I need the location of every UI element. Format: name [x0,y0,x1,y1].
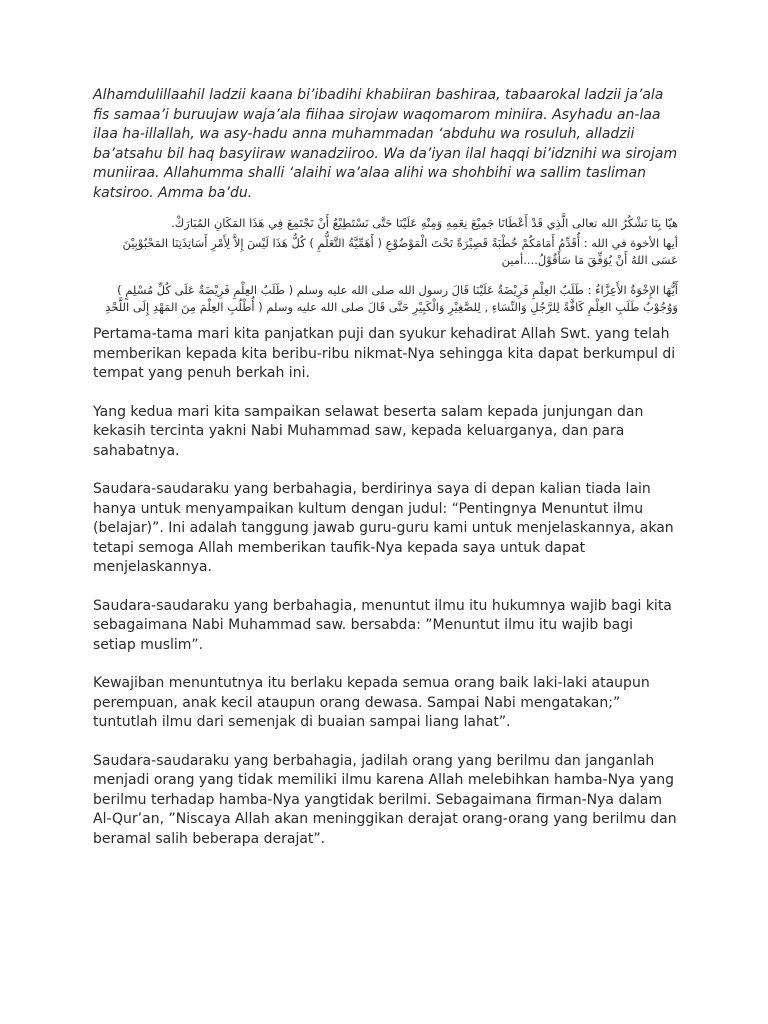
arabic-paragraph: أَيُّهَا الإِخْوَةُ الأَعِزَّاءُ : طَلَبُ العِلْمِ فَرِيْضَةٌ عَلَيْنَا قَالَ رسول الله صلى الله عليه وسلم ( طَلَبُ العِلْمِ فَرِيْضَةٌ عَلَى كُلِّ مُسْلِمٍ ) وَوُجُوْبُ طَلَبِ العِلْمِ كَافَّةً لِلرَّجُلِ وَالنِّسَاءِ , لِلصَّغِيْرِ وَالْكَبِيْرِ حَتَّى قَالَ صلى الله عليه وسلم ( أُطْلُبِ العِلْمَ مِنَ المَهْدِ إِلَى اللَّحْدِ [105,283,678,314]
body-paragraph: Saudara-saudaraku yang berbahagia, jadilah orang yang berilmu dan janganlah menjadi orang yang tidak memiliki ilmu karena Allah melebihkan hamba-Nya yang berilmu terhadap hamba-Nya yangtidak berilmi. Sebagaimana firman-Nya dalam Al-Qur’an, ”Niscaya Allah akan meninggikan derajat orang-orang yang berilmu dan beramal salih beberapa derajat”. [93,752,677,847]
arabic-paragraph: أيها الأخوة في الله : أُقَدِّمُ أَمَامَكُمْ خُطْبَةً قَصِيْرَةً تَحْتَ الْمَوْضُوْعِ ( أَهَمِّيَّةُ التَّعَلُّمِ ) كُلُّ هَذَا لَيْسَ إِلاَّ لِأَمْرِ أَسَاتِذَتِنَا المَحْبُوْبِيْنَ عَسَى اللهُ أَنْ يُوَفِّقَ مَا سَأَقُوْلُ....أمين [122,236,678,267]
body-paragraph: Kewajiban menuntutnya itu berlaku kepada semua orang baik laki-laki ataupun perempuan, anak kecil ataupun orang dewasa. Sampai Nabi mengatakan;” tuntutlah ilmu dari semenjak di buaian sampai liang lahat”. [93,675,650,730]
document-page [93,86,678,849]
opening-prayer: Alhamdulillaahil ladzii kaana bi’ibadihi khabiiran bashiraa, tabaarokal ladzii ja’ala fis samaa’i buruujaw waja’ala fiihaa sirojaw waqomarom miniira. Asyhadu an-laa ilaa ha-illallah, wa asy-hadu anna muhammadan ‘abduhu wa rosuluh, alladzii ba’atsahu bil haq basyiiraw wanadziiroo. Wa da’iyan ilal haqqi bi’idznihi wa sirojam muniiraa. Allahumma shalli ‘alaihi wa’alaa alihi wa shohbihi wa sallim tasliman katsiroo. Amma ba’du. [93,87,678,201]
body-paragraph: Pertama-tama mari kita panjatkan puji dan syukur kehadirat Allah Swt. yang telah memberikan kepada kita beribu-ribu nikmat-Nya sehingga kita dapat berkumpul di tempat yang penuh berkah ini. [93,326,676,381]
body-paragraph: Yang kedua mari kita sampaikan selawat beserta salam kepada junjungan dan kekasih tercinta yakni Nabi Muhammad saw, kepada keluarganya, dan para sahabatnya. [93,403,644,459]
body-paragraph: Saudara-saudaraku yang berbahagia, berdirinya saya di depan kalian tiada lain hanya untuk menyampaikan kultum dengan judul: “Pentingnya Menuntut ilmu (belajar)”. Ini adalah tanggung jawab guru-guru kami untuk menjelaskannya, akan tetapi semoga Allah memberikan taufik-Nya kepada saya untuk dapat menjelaskannya. [93,481,674,575]
body-paragraph: Saudara-saudaraku yang berbahagia, menuntut ilmu itu hukumnya wajib bagi kita sebagaimana Nabi Muhammad saw. bersabda: ”Menuntut ilmu itu wajib bagi setiap muslim”. [93,597,672,653]
arabic-paragraph: هيّا بِنَا نَشْكُرُ الله تعالى الَّذِي قَدْ أَعْطَانَا جَمِيْعَ نِعَمِهِ وَمِنْهِ عَلَيْنَا حَتَّى نَسْتَطِيْعُ أَنْ نَجْتَمِعَ فِي هَذَا المَكَانِ المُبَارَكْ. [171,216,678,230]
